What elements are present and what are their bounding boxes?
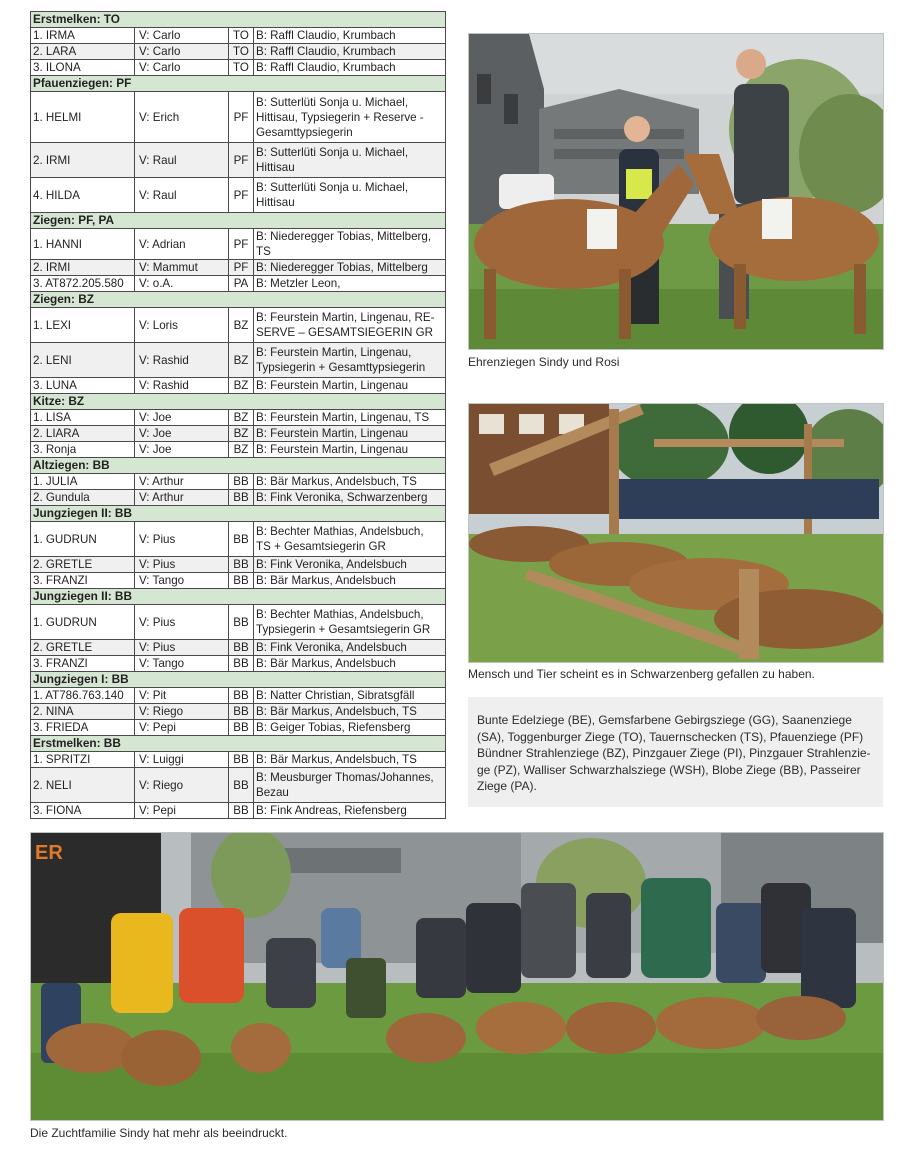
legend-line: (SA), Toggenburger Ziege (TO), Tauernschecken (TS), Pfauenziege (PF) (477, 729, 864, 744)
breeder (254, 378, 446, 394)
category-header-row (31, 12, 446, 28)
legend-line: ge (PZ), Walliser Schwarzhalsziege (WSH), Blobe Ziege (BB), Passeirer (477, 762, 861, 777)
results-table (30, 11, 446, 819)
breed-code: BB (229, 768, 254, 803)
entry-name: 1. SPRITZI (31, 752, 135, 768)
breeder (254, 276, 446, 292)
breed-code: PF (229, 143, 254, 178)
table-row (31, 640, 446, 656)
breed-code: BB (229, 640, 254, 656)
category-heading: Erstmelken: TO (31, 12, 446, 28)
category-header-row (31, 672, 446, 688)
breed-code: BZ (229, 343, 254, 378)
breeder-line: B: Geiger Tobias, Riefensberg (256, 721, 411, 734)
breeder-line: B: Meusburger Thomas/Johannes, (256, 771, 434, 784)
sire: V: Luiggi (135, 752, 229, 768)
legend-line: Bündner Strahlenziege (BZ), Pinzgauer Ziege (PI), Pinzgauer Strahlenzie- (477, 746, 871, 760)
breed-code: PF (229, 229, 254, 260)
table-row (31, 44, 446, 60)
category-heading: Ziegen: BZ (31, 292, 446, 308)
entry-name: 1. LISA (31, 410, 135, 426)
breeder-line: B: Fink Veronika, Schwarzenberg (256, 491, 428, 504)
entry-name: 4. HILDA (31, 178, 135, 213)
photo-caption: Mensch und Tier scheint es in Schwarzenberg gefallen zu haben. (468, 667, 815, 681)
entry-name: 3. Ronja (31, 442, 135, 458)
table-row (31, 276, 446, 292)
breeder (254, 308, 446, 343)
sire: V: Rashid (135, 343, 229, 378)
entry-name: 1. GUDRUN (31, 522, 135, 557)
breeder-line: Hittisau (256, 161, 295, 174)
sire: V: Pepi (135, 803, 229, 819)
entry-name: 2. IRMI (31, 143, 135, 178)
entry-name: 3. ILONA (31, 60, 135, 76)
photo-goats-sindy-rosi (468, 33, 884, 350)
category-heading: Jungziegen II: BB (31, 589, 446, 605)
category-heading: Kitze: BZ (31, 394, 446, 410)
breeder (254, 557, 446, 573)
table-row (31, 308, 446, 343)
photo-goats-at-fence (468, 403, 884, 663)
breeder (254, 229, 446, 260)
breeder-line: Typsiegerin + Gesamttypsiegerin (256, 361, 426, 374)
sire: V: Joe (135, 410, 229, 426)
entry-name: 1. HELMI (31, 92, 135, 143)
breeder-line: B: Feurstein Martin, Lingenau (256, 443, 409, 456)
sire: V: Pit (135, 688, 229, 704)
sire: V: Carlo (135, 60, 229, 76)
table-row (31, 260, 446, 276)
category-heading: Pfauenziegen: PF (31, 76, 446, 92)
breeder (254, 688, 446, 704)
entry-name: 2. NELI (31, 768, 135, 803)
table-row (31, 557, 446, 573)
sire: V: Carlo (135, 28, 229, 44)
breeder-line: B: Bär Markus, Andelsbuch (256, 657, 396, 670)
table-row (31, 803, 446, 819)
sire: V: Pius (135, 522, 229, 557)
breeder-line: Hittisau, Typsiegerin + Reserve - (256, 110, 424, 124)
breeder-line: TS + Gesamtsiegerin GR (256, 540, 386, 553)
photo-caption: Ehrenziegen Sindy und Rosi (468, 355, 620, 369)
breeder-line: Bezau (256, 786, 289, 799)
breed-code: TO (229, 60, 254, 76)
table-row (31, 752, 446, 768)
table-row (31, 656, 446, 672)
breeder-line: B: Feurstein Martin, Lingenau, RE- (256, 311, 435, 324)
table-row (31, 474, 446, 490)
sire: V: Riego (135, 704, 229, 720)
entry-name: 3. FRIEDA (31, 720, 135, 736)
breeder (254, 752, 446, 768)
breeder (254, 490, 446, 506)
breed-code: BB (229, 522, 254, 557)
breed-code: BB (229, 656, 254, 672)
breeder-line: B: Niederegger Tobias, Mittelberg, TS (256, 230, 432, 258)
category-heading: Altziegen: BB (31, 458, 446, 474)
sire: V: Erich (135, 92, 229, 143)
breed-code: TO (229, 44, 254, 60)
entry-name: 2. LARA (31, 44, 135, 60)
category-header-row (31, 292, 446, 308)
breeder-line: B: Feurstein Martin, Lingenau (256, 379, 409, 392)
breeder-line: B: Bechter Mathias, Andelsbuch, (256, 608, 424, 621)
sire: V: Pius (135, 640, 229, 656)
table-row (31, 60, 446, 76)
sire: V: Riego (135, 768, 229, 803)
entry-name: 2. LIARA (31, 426, 135, 442)
entry-name: 3. LUNA (31, 378, 135, 394)
entry-name: 2. NINA (31, 704, 135, 720)
breeder-line: B: Raffl Claudio, Krumbach (256, 45, 396, 58)
category-header-row (31, 458, 446, 474)
table-row (31, 178, 446, 213)
breed-code: PF (229, 178, 254, 213)
table-row (31, 143, 446, 178)
sire: V: Raul (135, 143, 229, 178)
table-row (31, 704, 446, 720)
sire: V: Raul (135, 178, 229, 213)
legend-line: Bunte Edelziege (BE), Gemsfarbene Gebirgsziege (GG), Saanenziege (477, 713, 852, 727)
breeder-line: B: Sutterlüti Sonja u. Michael, (256, 95, 409, 109)
breeder-line: B: Raffl Claudio, Krumbach (256, 29, 396, 42)
breeder-line: Typsiegerin + Gesamtsiegerin GR (256, 623, 431, 636)
breed-code: BB (229, 557, 254, 573)
entry-name: 3. FRANZI (31, 656, 135, 672)
breeder-line: SERVE – GESAMTSIEGERIN GR (256, 326, 433, 339)
sire: V: Pius (135, 605, 229, 640)
breeder-line: B: Sutterlüti Sonja u. Michael, (256, 181, 409, 194)
category-heading: Ziegen: PF, PA (31, 213, 446, 229)
breeder (254, 143, 446, 178)
breed-code: TO (229, 28, 254, 44)
entry-name: 1. IRMA (31, 28, 135, 44)
entry-name: 1. JULIA (31, 474, 135, 490)
entry-name: 1. LEXI (31, 308, 135, 343)
breed-code: BB (229, 573, 254, 589)
breed-code: BB (229, 474, 254, 490)
breeder-line: B: Raffl Claudio, Krumbach (256, 61, 396, 74)
photo-caption: Die Zuchtfamilie Sindy hat mehr als beeindruckt. (30, 1126, 288, 1140)
entry-name: 2. Gundula (31, 490, 135, 506)
breeder (254, 178, 446, 213)
breeder (254, 442, 446, 458)
breeder-line: B: Bär Markus, Andelsbuch (256, 574, 396, 587)
breed-code: BZ (229, 410, 254, 426)
sire: V: Tango (135, 656, 229, 672)
breeder (254, 343, 446, 378)
breeder (254, 426, 446, 442)
breeder-line: B: Bechter Mathias, Andelsbuch, (256, 525, 424, 538)
sire: V: o.A. (135, 276, 229, 292)
breeder-line: Gesamttypsiegerin (256, 125, 353, 139)
breeder (254, 92, 446, 143)
table-row (31, 92, 446, 143)
table-row (31, 605, 446, 640)
breed-code: BB (229, 720, 254, 736)
breed-code: BB (229, 704, 254, 720)
table-row (31, 28, 446, 44)
breeder (254, 656, 446, 672)
breeder-line: B: Natter Christian, Sibratsgfäll (256, 689, 415, 702)
breeder (254, 44, 446, 60)
table-row (31, 720, 446, 736)
table-row (31, 768, 446, 803)
category-header-row (31, 506, 446, 522)
category-heading: Jungziegen II: BB (31, 506, 446, 522)
entry-name: 1. AT786.763.140 (31, 688, 135, 704)
breeder (254, 803, 446, 819)
breeder (254, 522, 446, 557)
breeder-line: B: Feurstein Martin, Lingenau (256, 427, 409, 440)
breeder-line: B: Fink Veronika, Andelsbuch (256, 641, 407, 654)
category-header-row (31, 394, 446, 410)
breeder (254, 640, 446, 656)
sire: V: Rashid (135, 378, 229, 394)
breeder (254, 605, 446, 640)
breeder (254, 410, 446, 426)
category-header-row (31, 213, 446, 229)
breed-code: BZ (229, 378, 254, 394)
table-row (31, 490, 446, 506)
category-header-row (31, 589, 446, 605)
breeder (254, 704, 446, 720)
entry-name: 1. HANNI (31, 229, 135, 260)
entry-name: 3. FIONA (31, 803, 135, 819)
sire: V: Carlo (135, 44, 229, 60)
breeder (254, 474, 446, 490)
sire: V: Joe (135, 426, 229, 442)
breeder (254, 720, 446, 736)
sire: V: Pius (135, 557, 229, 573)
sire: V: Tango (135, 573, 229, 589)
table-row (31, 426, 446, 442)
table-row (31, 573, 446, 589)
breeder (254, 260, 446, 276)
table-row (31, 522, 446, 557)
breed-code: BB (229, 803, 254, 819)
breeder-line: B: Feurstein Martin, Lingenau, TS (256, 411, 430, 424)
breeder-line: B: Bär Markus, Andelsbuch, TS (256, 475, 417, 488)
breed-code: PA (229, 276, 254, 292)
breeder (254, 768, 446, 803)
breed-code: PF (229, 260, 254, 276)
breed-code: PF (229, 92, 254, 143)
breeder-line: B: Bär Markus, Andelsbuch, TS (256, 705, 417, 718)
breeder-line: B: Fink Andreas, Riefensberg (256, 804, 407, 817)
category-heading: Jungziegen I: BB (31, 672, 446, 688)
entry-name: 1. GUDRUN (31, 605, 135, 640)
breeder-line: B: Sutterlüti Sonja u. Michael, (256, 146, 409, 159)
breed-code: BB (229, 605, 254, 640)
sire: V: Arthur (135, 474, 229, 490)
breeder-line: Hittisau (256, 196, 295, 209)
breeder-line: B: Bär Markus, Andelsbuch, TS (256, 753, 417, 766)
entry-name: 3. AT872.205.580 (31, 276, 135, 292)
table-row (31, 229, 446, 260)
category-heading: Erstmelken: BB (31, 736, 446, 752)
breeder-line: B: Metzler Leon, (256, 277, 341, 290)
entry-name: 2. LENI (31, 343, 135, 378)
entry-name: 2. GRETLE (31, 557, 135, 573)
breed-code: BZ (229, 442, 254, 458)
category-header-row (31, 736, 446, 752)
sire: V: Joe (135, 442, 229, 458)
breed-code: BB (229, 688, 254, 704)
breeder (254, 28, 446, 44)
breed-code: BZ (229, 426, 254, 442)
entry-name: 2. IRMI (31, 260, 135, 276)
banner-text: ER (35, 842, 63, 864)
breed-legend (468, 697, 883, 807)
breeder-line: B: Feurstein Martin, Lingenau, (256, 346, 412, 359)
sire: V: Adrian (135, 229, 229, 260)
table-row (31, 410, 446, 426)
breed-code: BB (229, 752, 254, 768)
table-row (31, 343, 446, 378)
entry-name: 3. FRANZI (31, 573, 135, 589)
entry-name: 2. GRETLE (31, 640, 135, 656)
breed-code: BZ (229, 308, 254, 343)
table-row (31, 378, 446, 394)
sire: V: Mammut (135, 260, 229, 276)
breed-code: BB (229, 490, 254, 506)
breeder-line: B: Fink Veronika, Andelsbuch (256, 558, 407, 571)
photo-breeding-family-sindy (30, 832, 884, 1121)
category-header-row (31, 76, 446, 92)
sire: V: Pepi (135, 720, 229, 736)
breeder (254, 60, 446, 76)
breeder-line: B: Niederegger Tobias, Mittelberg (256, 261, 428, 274)
sire: V: Arthur (135, 490, 229, 506)
legend-line: Ziege (PA). (477, 779, 537, 793)
breeder (254, 573, 446, 589)
table-row (31, 442, 446, 458)
sire: V: Loris (135, 308, 229, 343)
table-row (31, 688, 446, 704)
